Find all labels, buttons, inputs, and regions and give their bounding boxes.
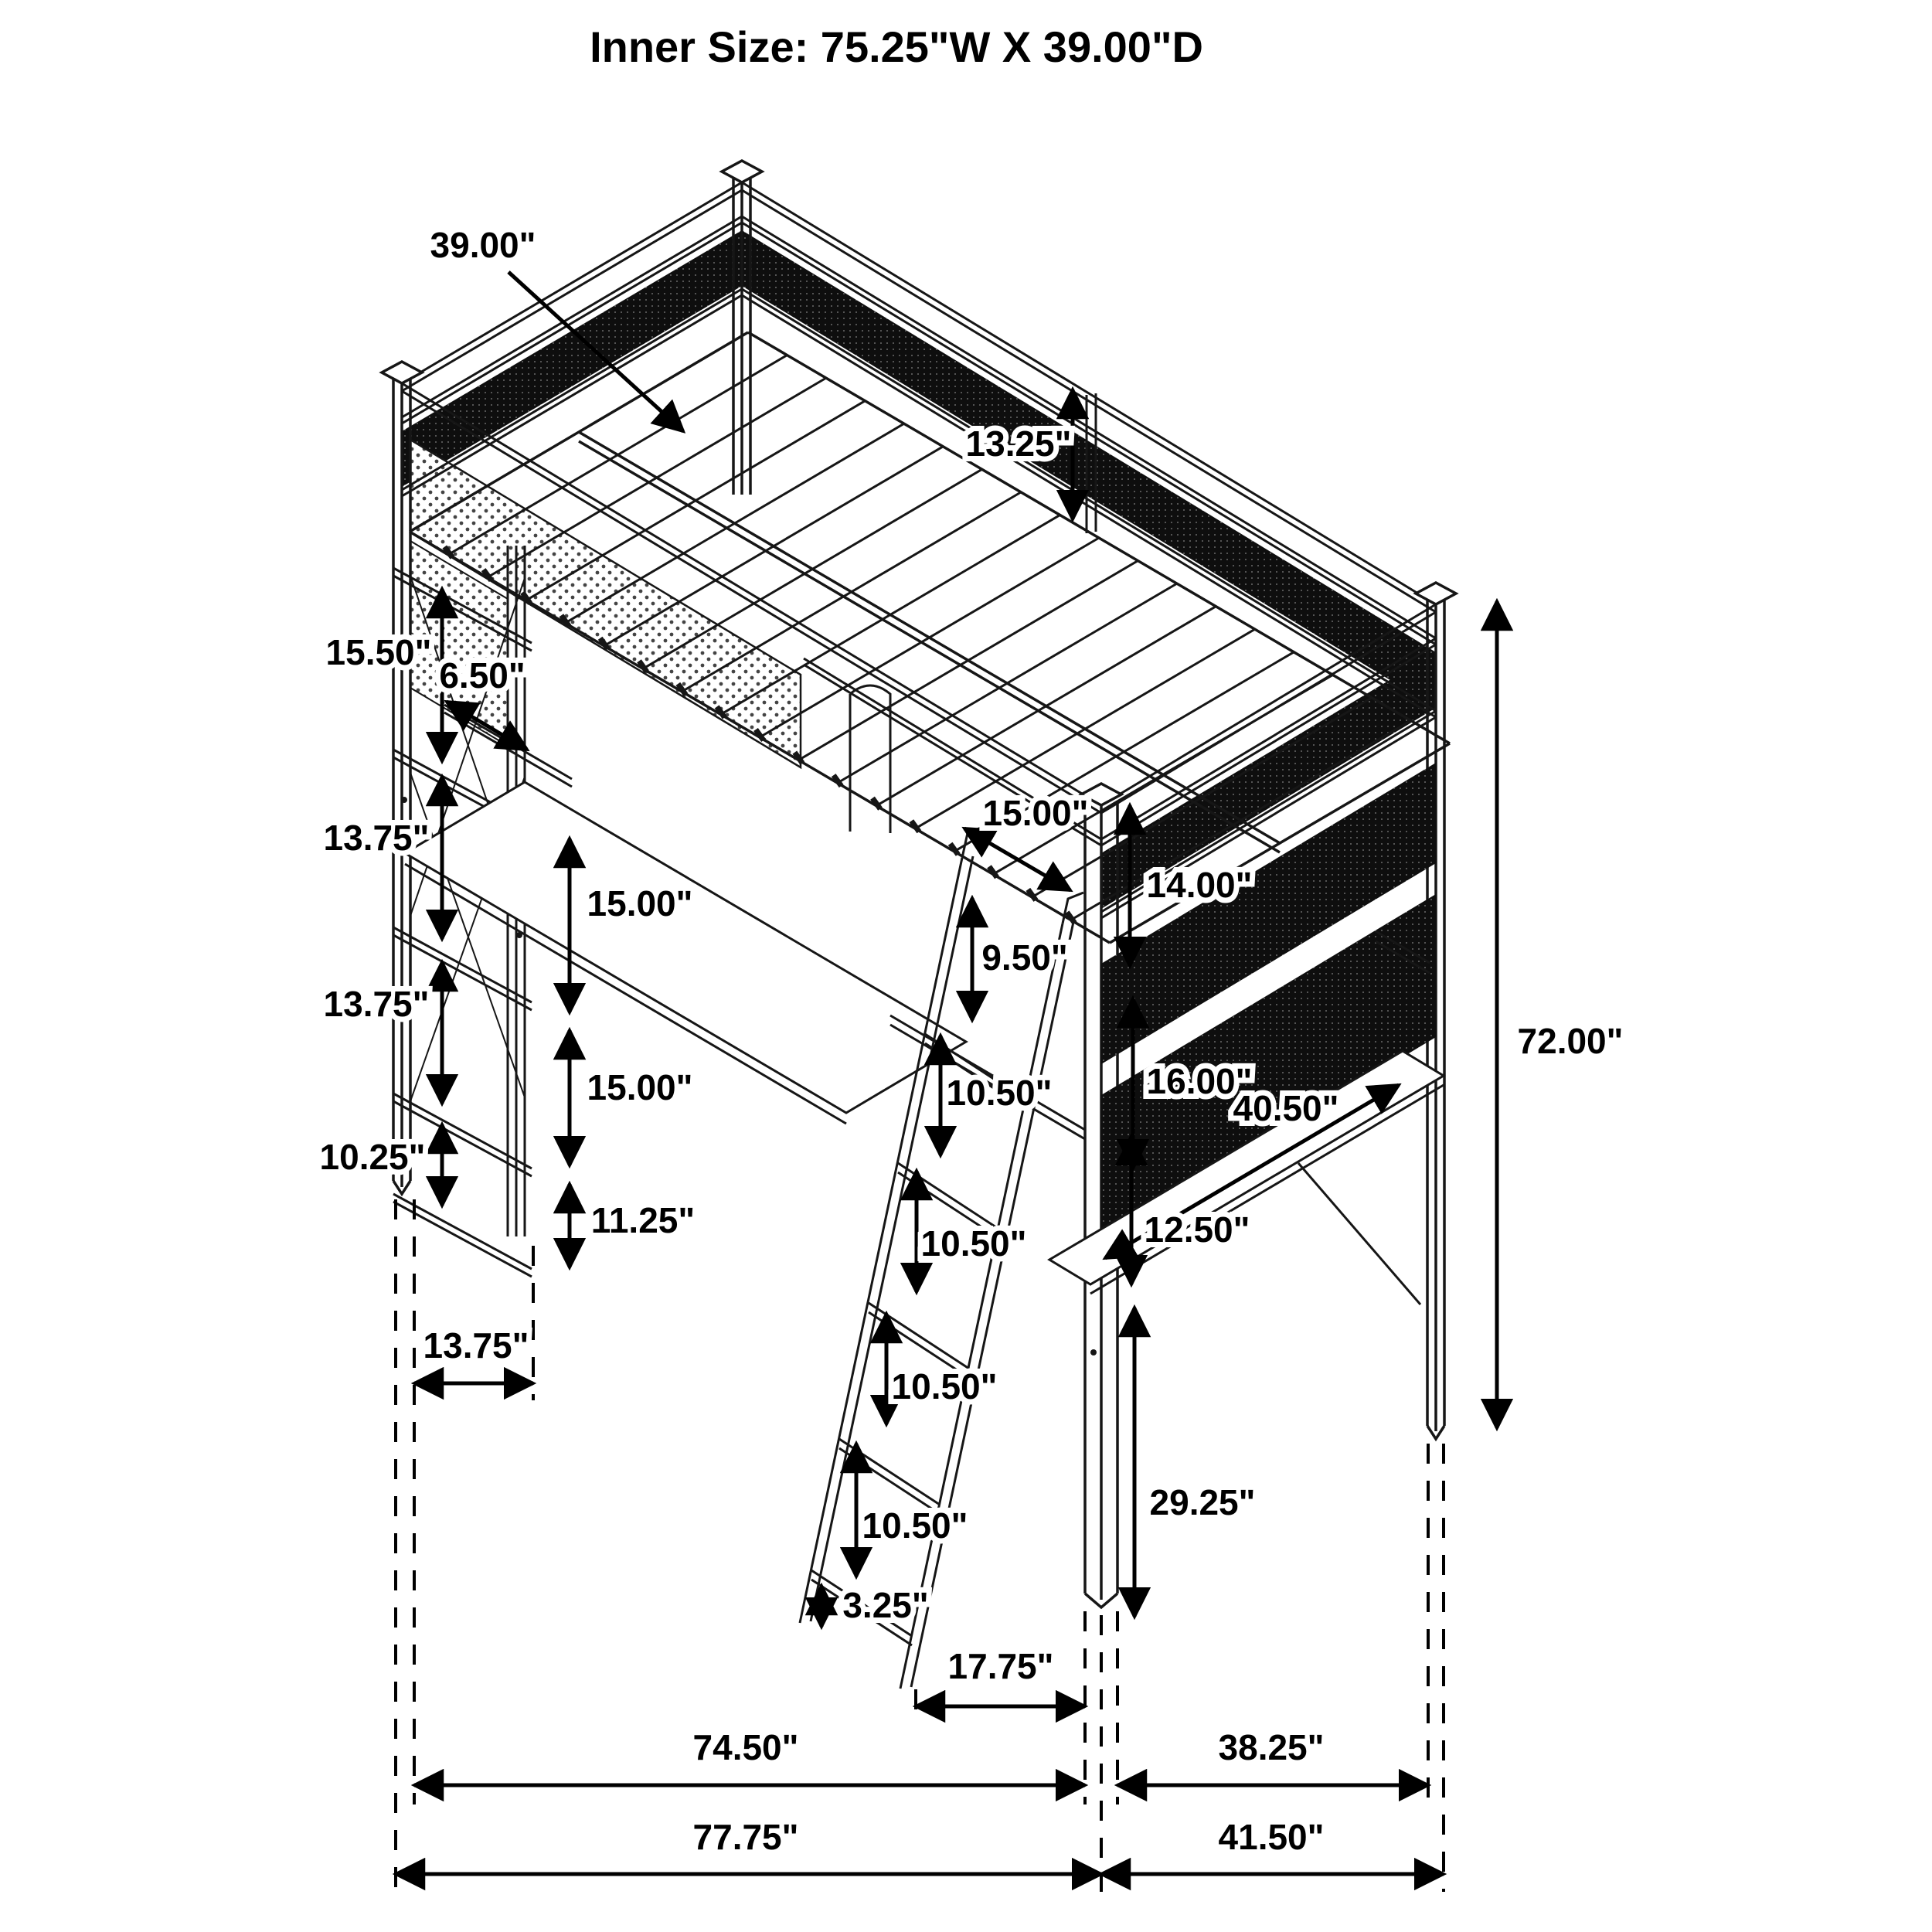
- label-frame-depth-inner: 38.25": [1218, 1727, 1325, 1767]
- label-guard-rail: 13.25": [965, 423, 1072, 464]
- label-lower-desk-leg: 29.25": [1149, 1482, 1256, 1522]
- bed-structure: [382, 161, 1456, 1689]
- label-overall-height: 72.00": [1517, 1021, 1624, 1061]
- label-ladder-offset: 17.75": [947, 1646, 1054, 1686]
- label-ladder-foot: 3.25": [842, 1585, 929, 1625]
- label-rung-2: 10.50": [920, 1223, 1027, 1264]
- label-post-gap-3: 11.25": [590, 1200, 696, 1240]
- label-ladder-top: 9.50": [981, 937, 1068, 978]
- label-rung-4: 10.50": [862, 1505, 968, 1546]
- label-shelf-width: 13.75": [423, 1325, 529, 1366]
- label-rung-3: 10.50": [891, 1366, 998, 1406]
- label-shelf-gap-4: 10.25": [319, 1137, 426, 1177]
- head-mesh-band: [402, 230, 742, 487]
- page-title: Inner Size: 75.25"W X 39.00"D: [590, 22, 1203, 71]
- label-mattress-depth: 39.00": [430, 225, 536, 265]
- label-foot-panel-lower: 16.00": [1146, 1061, 1253, 1101]
- projection-lines: [396, 1199, 1444, 1892]
- label-frame-width-inner: 74.50": [692, 1727, 799, 1767]
- label-shelf-rail-spacing: 6.50": [439, 655, 526, 696]
- label-frame-depth-overall: 41.50": [1218, 1817, 1325, 1857]
- label-shelf-gap-2: 13.75": [323, 818, 430, 858]
- label-frame-width-overall: 77.75": [692, 1817, 799, 1857]
- label-post-gap-1: 15.00": [587, 883, 693, 923]
- label-lower-desk-width: 40.50": [1233, 1088, 1339, 1128]
- label-shelf-gap-3: 13.75": [323, 984, 430, 1024]
- label-rung-1: 10.50": [946, 1073, 1053, 1113]
- label-desk-shelf-gap: 12.50": [1144, 1209, 1250, 1250]
- label-foot-panel-upper: 14.00": [1146, 865, 1253, 905]
- label-shelf-gap-1: 15.50": [325, 632, 432, 672]
- label-desk-depth: 15.00": [982, 793, 1089, 833]
- label-post-gap-2: 15.00": [587, 1067, 693, 1107]
